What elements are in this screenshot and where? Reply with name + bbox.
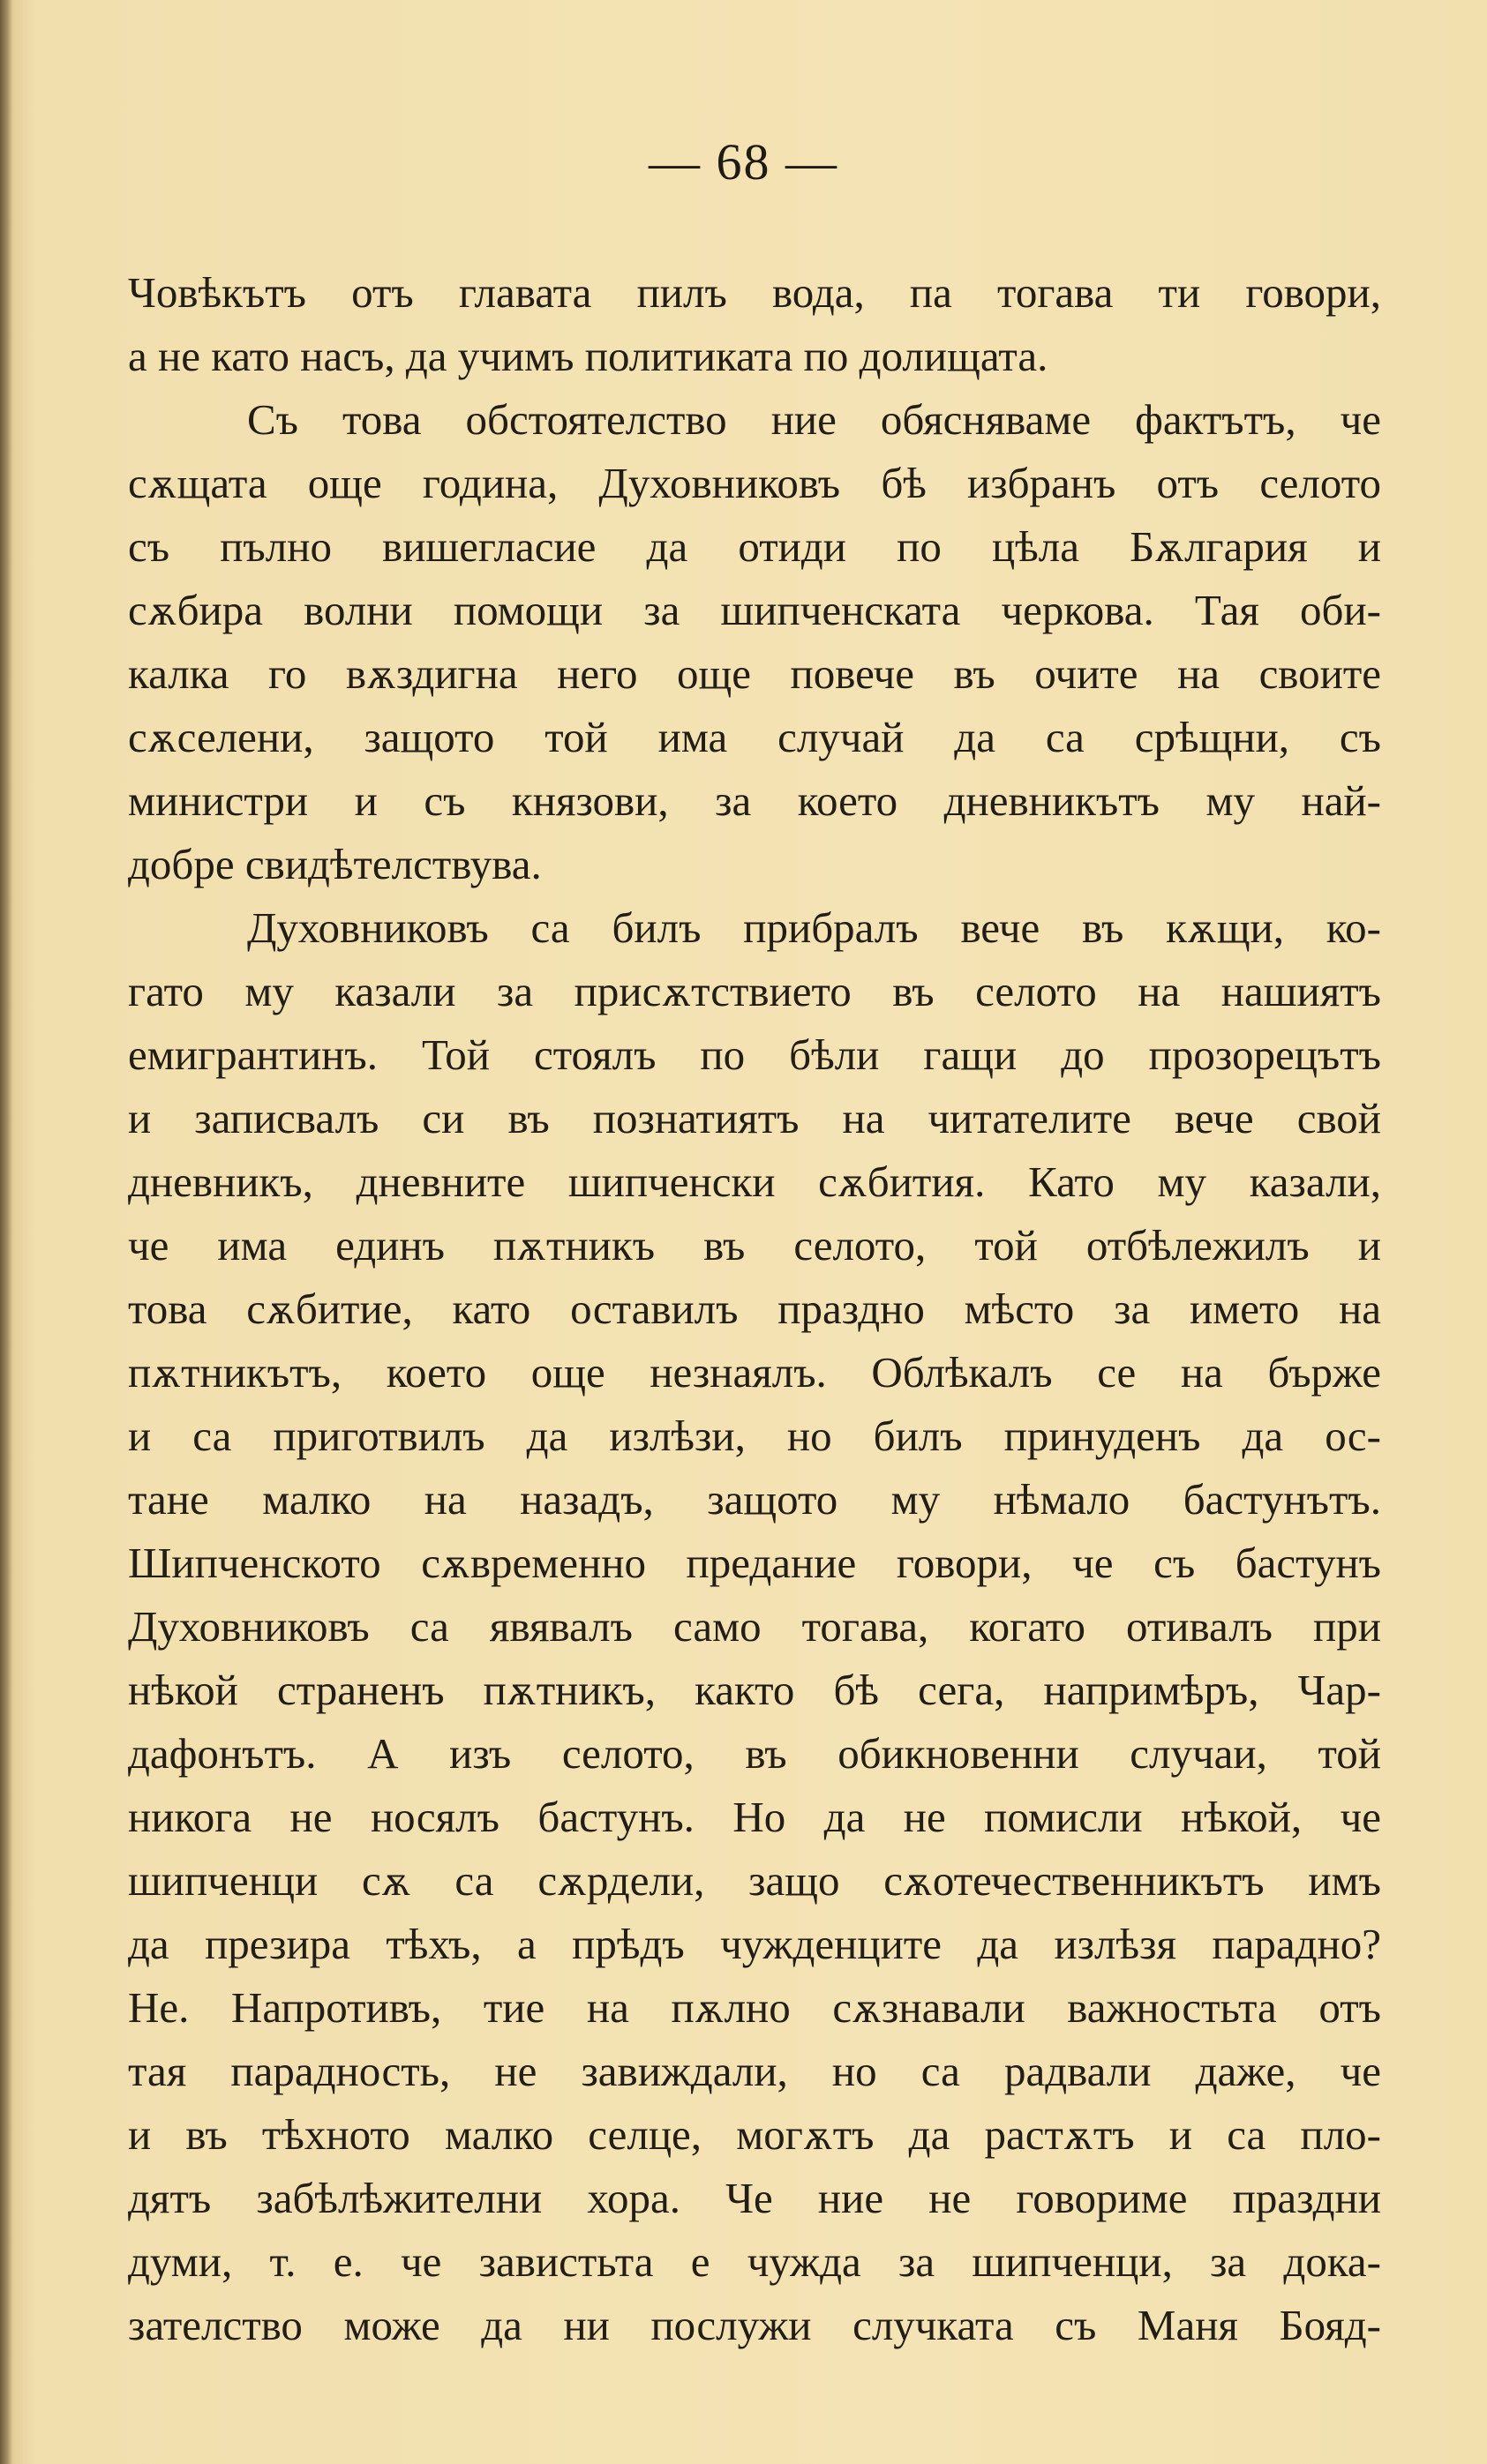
text-line: дафонътъ. А изъ селото, въ обикновенни случаи, той	[128, 1729, 1381, 1778]
text-line: да презира тѣхъ, а прѣдъ чужденците да излѣзя парадно?	[128, 1920, 1381, 1968]
text-line: сѫселени, защото той има случай да са срѣщни, съ	[128, 713, 1381, 761]
text-line: нѣкой страненъ пѫтникъ, както бѣ сега, напримѣръ, Чар-	[128, 1666, 1381, 1714]
text-line: и са приготвилъ да излѣзи, но билъ принуденъ да ос-	[128, 1412, 1381, 1460]
text-line: Човѣкътъ отъ главата пилъ вода, па тогава ти говори,	[128, 268, 1381, 317]
text-line: зателство може да ни послужи случката съ Маня Бояд-	[128, 2301, 1381, 2349]
text-line: министри и съ князови, за което дневникътъ му най-	[128, 776, 1381, 825]
body-text	[128, 261, 1381, 2357]
text-line: сѫщата още година, Духовниковъ бѣ избранъ отъ селото	[128, 459, 1381, 507]
text-line: Духовниковъ са явявалъ само тогава, когато отивалъ при	[128, 1602, 1381, 1651]
text-line: калка го вѫздигна него още повече въ очите на своите	[128, 649, 1381, 698]
text-line: а не като насъ, да учимъ политиката по долищата.	[128, 332, 1048, 380]
text-line: шипченци сѫ са сѫрдели, защо сѫотечественникътъ имъ	[128, 1856, 1381, 1905]
text-line: че има единъ пѫтникъ въ селото, той отбѣлежилъ и	[128, 1221, 1381, 1269]
text-line: тая парадность, не завиждали, но са радвали даже, че	[128, 2047, 1381, 2095]
paragraph-first-line: Съ това обстоятелство ние обясняваме фактътъ, че	[247, 395, 1381, 444]
text-line: тане малко на назадъ, защото му нѣмало бастунътъ.	[128, 1475, 1381, 1524]
text-line: и записвалъ си въ познатиятъ на читателите вече свой	[128, 1094, 1381, 1142]
text-line: това сѫбитие, като оставилъ праздно мѣсто за името на	[128, 1284, 1381, 1333]
paragraph-first-line: Духовниковъ са билъ прибралъ вече въ кѫщи, ко-	[247, 903, 1381, 952]
text-line: никога не носялъ бастунъ. Но да не помисли нѣкой, че	[128, 1793, 1381, 1841]
text-line: сѫбира волни помощи за шипченската черкова. Тая оби-	[128, 586, 1381, 634]
text-line: емигрантинъ. Той стоялъ по бѣли гащи до прозорецътъ	[128, 1030, 1381, 1079]
text-line: дневникъ, дневните шипченски сѫбития. Като му казали,	[128, 1157, 1381, 1206]
text-line: думи, т. е. че завистьта е чужда за шипченци, за дока-	[128, 2237, 1381, 2286]
text-line: и въ тѣхното малко селце, могѫтъ да растѫтъ и са пло-	[128, 2110, 1381, 2159]
text-line: дятъ забѣлѣжителни хора. Че ние не говориме праздни	[128, 2174, 1381, 2222]
text-line: Шипченското сѫвременно предание говори, че съ бастунъ	[128, 1539, 1381, 1587]
text-line: Не. Напротивъ, тие на пѫлно сѫзнавали важностьта отъ	[128, 1983, 1381, 2032]
binding-edge	[0, 0, 12, 2464]
page-number: — 68 —	[649, 133, 838, 191]
text-line: гато му казали за присѫтствието въ селото на нашиятъ	[128, 967, 1381, 1015]
text-line: съ пълно вишегласие да отиди по цѣла Бѫлгария и	[128, 522, 1381, 571]
text-line: пѫтникътъ, което още незнаялъ. Облѣкалъ се на бърже	[128, 1348, 1381, 1397]
text-line: добре свидѣтелствува.	[128, 840, 542, 888]
